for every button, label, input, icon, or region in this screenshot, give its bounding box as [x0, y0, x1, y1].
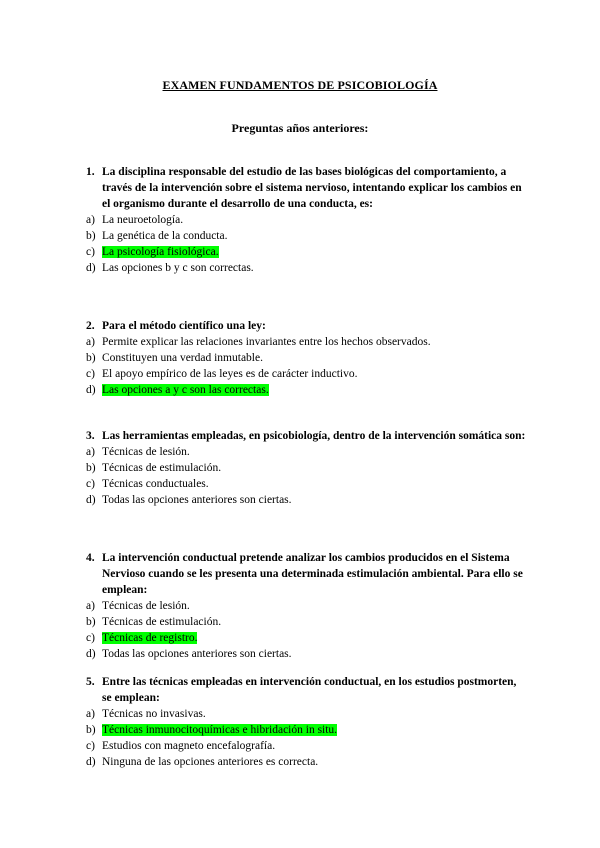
option-text: La genética de la conducta.: [102, 230, 228, 242]
option-c: [86, 476, 526, 492]
question-stem: [86, 164, 526, 212]
question-text: Para el método científico una ley:: [102, 320, 266, 332]
option-text: Todas las opciones anteriores son ciertas.: [102, 648, 292, 660]
option-letter: a): [86, 214, 95, 226]
option-text: Las opciones a y c son las correctas.: [102, 384, 269, 396]
option-a: [86, 212, 526, 228]
option-letter: d): [86, 262, 96, 274]
option-letter: b): [86, 462, 96, 474]
question-text: La intervención conductual pretende analizar los cambios producidos en el Sistema Nervioso cuando se les presenta una determinada estimulación ambiental. Para ello se emplean:: [102, 552, 523, 596]
exam-title: EXAMEN FUNDAMENTOS DE PSICOBIOLOGÍA: [162, 78, 438, 92]
option-letter: c): [86, 246, 95, 258]
option-d: [86, 492, 526, 508]
option-text: La neuroetología.: [102, 214, 184, 226]
option-text: Técnicas de lesión.: [102, 600, 190, 612]
answer-options: [86, 444, 526, 508]
answer-options: [86, 706, 526, 770]
option-c: [86, 738, 526, 754]
question-1: [86, 164, 526, 276]
option-text: Técnicas de estimulación.: [102, 462, 222, 474]
correct-answer-highlight: [86, 246, 219, 258]
option-c-correct: [86, 244, 526, 260]
correct-answer-highlight: [86, 384, 269, 396]
option-letter: c): [86, 632, 95, 644]
question-text: La disciplina responsable del estudio de las bases biológicas del comportamiento, a través de la intervención sobre el sistema nervioso, intentando explicar los cambios en el organismo durante el desarrollo de una conducta, es:: [102, 166, 522, 210]
option-b: [86, 614, 526, 630]
option-text: Técnicas conductuales.: [102, 478, 209, 490]
option-text: Ninguna de las opciones anteriores es correcta.: [102, 756, 319, 768]
option-a: [86, 334, 526, 350]
option-text: Técnicas de lesión.: [102, 446, 190, 458]
question-number: 1.: [86, 166, 95, 178]
option-letter: b): [86, 230, 96, 242]
question-5: [86, 674, 526, 770]
option-letter: a): [86, 708, 95, 720]
option-b: [86, 350, 526, 366]
option-letter: c): [86, 740, 95, 752]
question-stem: [86, 318, 526, 334]
option-text: Estudios con magneto encefalografía.: [102, 740, 276, 752]
question-number: 2.: [86, 320, 95, 332]
question-text: Las herramientas empleadas, en psicobiología, dentro de la intervención somática son:: [102, 430, 526, 442]
section-subtitle: Preguntas años anteriores:: [231, 121, 369, 135]
option-text: Todas las opciones anteriores son ciertas.: [102, 494, 292, 506]
option-letter: a): [86, 446, 95, 458]
option-letter: b): [86, 724, 96, 736]
option-letter: d): [86, 384, 96, 396]
option-letter: d): [86, 648, 96, 660]
question-text: Entre las técnicas empleadas en intervención conductual, en los estudios postmorten, se emplean:: [102, 676, 517, 704]
option-text: El apoyo empírico de las leyes es de carácter inductivo.: [102, 368, 358, 380]
option-b-correct: [86, 722, 526, 738]
answer-options: [86, 598, 526, 662]
answer-options: [86, 212, 526, 276]
option-text: Técnicas inmunocitoquímicas e hibridación in situ.: [102, 724, 338, 736]
option-c: [86, 366, 526, 382]
option-a: [86, 444, 526, 460]
option-text: Técnicas de registro.: [102, 632, 198, 644]
question-number: 3.: [86, 430, 95, 442]
option-text: La psicología fisiológica.: [102, 246, 219, 258]
option-d: [86, 260, 526, 276]
question-3: [86, 428, 526, 508]
option-a: [86, 598, 526, 614]
option-letter: a): [86, 600, 95, 612]
question-number: 4.: [86, 552, 95, 564]
option-letter: d): [86, 494, 96, 506]
question-2: [86, 318, 526, 398]
option-text: Las opciones b y c son correctas.: [102, 262, 254, 274]
option-a: [86, 706, 526, 722]
option-c-correct: [86, 630, 526, 646]
option-b: [86, 228, 526, 244]
option-d: [86, 646, 526, 662]
option-letter: c): [86, 368, 95, 380]
option-text: Técnicas de estimulación.: [102, 616, 222, 628]
option-letter: b): [86, 616, 96, 628]
option-text: Constituyen una verdad inmutable.: [102, 352, 263, 364]
question-stem: [86, 428, 526, 444]
option-letter: c): [86, 478, 95, 490]
option-text: Técnicas no invasivas.: [102, 708, 206, 720]
option-letter: b): [86, 352, 96, 364]
option-letter: d): [86, 756, 96, 768]
question-stem: [86, 674, 526, 706]
correct-answer-highlight: [86, 724, 338, 736]
question-number: 5.: [86, 676, 95, 688]
answer-options: [86, 334, 526, 398]
option-text: Permite explicar las relaciones invariantes entre los hechos observados.: [102, 336, 431, 348]
option-letter: a): [86, 336, 95, 348]
question-stem: [86, 550, 526, 598]
option-d-correct: [86, 382, 526, 398]
option-b: [86, 460, 526, 476]
question-4: [86, 550, 526, 662]
option-d: [86, 754, 526, 770]
